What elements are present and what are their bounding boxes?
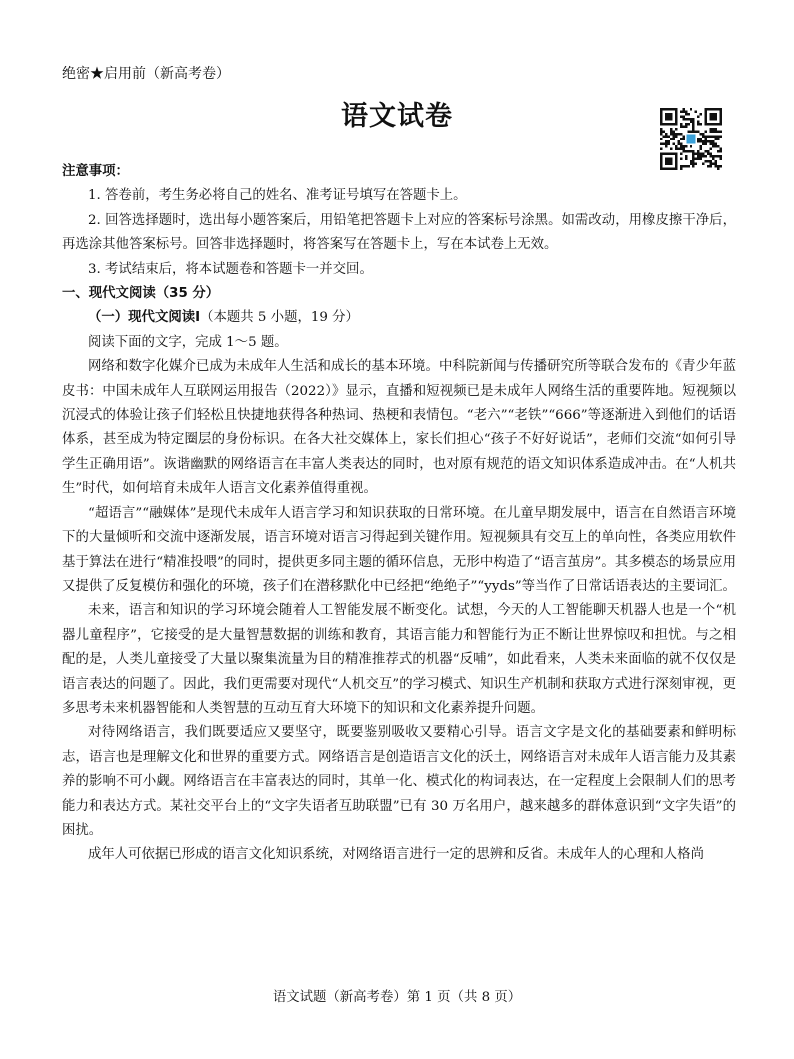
qr-module (712, 135, 714, 137)
notice-item: 1. 答卷前，考生务必将自己的姓名、准考证号填写在答题卡上。 (88, 188, 467, 204)
qr-module (690, 120, 692, 122)
qr-module (712, 145, 714, 147)
qr-module (687, 123, 689, 125)
qr-module (715, 138, 717, 140)
qr-module (665, 108, 667, 110)
qr-module (675, 110, 677, 112)
qr-module (682, 138, 684, 140)
qr-module (717, 155, 719, 157)
qr-module (712, 113, 714, 115)
qr-module (695, 130, 697, 132)
qr-module (705, 155, 707, 157)
qr-module (690, 150, 692, 152)
qr-module (682, 110, 684, 112)
qr-module (687, 130, 689, 132)
qr-module (712, 123, 714, 125)
qr-module (700, 113, 702, 115)
qr-module (720, 150, 722, 152)
qr-module (675, 145, 677, 147)
exam-body (62, 160, 736, 868)
sub-section-title: （一）现代文阅读Ⅰ (88, 310, 201, 326)
qr-module (712, 140, 714, 142)
qr-module (715, 113, 717, 115)
qr-module (675, 108, 677, 110)
qr-module (710, 135, 712, 137)
qr-module (667, 135, 669, 137)
qr-module (697, 150, 699, 152)
qr-module (712, 143, 714, 145)
qr-module (720, 123, 722, 125)
qr-module (705, 130, 707, 132)
qr-module (670, 115, 672, 117)
qr-module (660, 118, 662, 120)
qr-module (667, 108, 669, 110)
qr-module (712, 108, 714, 110)
qr-module (662, 108, 664, 110)
qr-module (685, 113, 687, 115)
qr-module (702, 155, 704, 157)
notice-item: 2. 回答选择题时，选出每小题答案后，用铅笔把答题卡上对应的答案标号涂黑。如需改动，用橡皮擦干净后，再选涂其他答案标号。回答非选择题时，将答案写在答题卡上，写在本试卷上无效。 (62, 212, 736, 253)
qr-module (717, 135, 719, 137)
qr-module (690, 145, 692, 147)
page-footer: 语文试题（新高考卷）第 1 页（共 8 页） (272, 990, 522, 1005)
qr-module (702, 135, 704, 137)
qr-module (672, 123, 674, 125)
qr-module (715, 128, 717, 130)
qr-module (715, 130, 717, 132)
qr-module (715, 115, 717, 117)
qr-module (710, 140, 712, 142)
qr-module (700, 140, 702, 142)
qr-module (692, 150, 694, 152)
qr-module (692, 130, 694, 132)
qr-module (665, 140, 667, 142)
qr-module (707, 108, 709, 110)
qr-module (672, 143, 674, 145)
qr-module (712, 115, 714, 117)
qr-module (670, 130, 672, 132)
sub-section-scoring: （本题共 5 小题，19 分） (200, 310, 359, 326)
qr-module (720, 148, 722, 150)
qr-module (705, 108, 707, 110)
qr-module (700, 133, 702, 135)
qr-module (665, 153, 667, 155)
qr-module (672, 108, 674, 110)
qr-module (685, 123, 687, 125)
qr-module (715, 123, 717, 125)
qr-module (710, 123, 712, 125)
notice-item: 3. 考试结束后，将本试题卷和答题卡一并交回。 (88, 261, 373, 277)
qr-module (675, 120, 677, 122)
qr-module (682, 115, 684, 117)
reading-instruction: 阅读下面的文字，完成 1～5 题。 (88, 334, 288, 350)
qr-module (712, 128, 714, 130)
qr-module (705, 140, 707, 142)
qr-module (715, 118, 717, 120)
qr-module (682, 135, 684, 137)
qr-module (690, 130, 692, 132)
qr-module (677, 140, 679, 142)
qr-module (685, 145, 687, 147)
qr-module (660, 133, 662, 135)
qr-module (680, 143, 682, 145)
page-title: 语文试卷 (341, 101, 453, 132)
qr-module (710, 153, 712, 155)
qr-module (710, 130, 712, 132)
qr-module (665, 123, 667, 125)
qr-module (717, 130, 719, 132)
qr-module (702, 140, 704, 142)
qr-module (705, 120, 707, 122)
qr-module (720, 113, 722, 115)
qr-module (685, 155, 687, 157)
qr-module (710, 143, 712, 145)
qr-module (707, 135, 709, 137)
qr-module (702, 133, 704, 135)
qr-module (677, 143, 679, 145)
passage-paragraph: 网络和数字化媒介已成为未成年人生活和成长的基本环境。中科院新闻与传播研究所等联合发布的《青少年蓝皮书：中国未成年人互联网运用报告（2022）》显示，直播和短视频已是未成年人网络生活的重要阵地。短视频以沉浸式的体验让孩子们轻松且快捷地获得各种热词、热梗和表情包。“老六”“老铁”“666”等逐渐进入到他们的话语体系，甚至成为特定圈层的身份标识。在各大社交媒体上，家长们担心“孩子不好好说话”，老师们交流“如何引导学生正确用语”。诙谐幽默的网络语言在丰富人类表达的同时，也对原有规范的语文知识体系造成冲击。在“人机共生”时代，如何培育未成年人语言文化素养值得重视。 (62, 359, 736, 497)
qr-module (660, 108, 662, 110)
qr-module (710, 118, 712, 120)
qr-module (662, 143, 664, 145)
qr-module (672, 130, 674, 132)
qr-module (697, 123, 699, 125)
qr-module (705, 123, 707, 125)
qr-module (660, 113, 662, 115)
qr-module (662, 135, 664, 137)
qr-module (662, 130, 664, 132)
qr-module (670, 153, 672, 155)
passage-paragraph: 未来，语言和知识的学习环境会随着人工智能发展不断变化。试想，今天的人工智能聊天机器人也是一个“机器儿童程序”，它接受的是大量智慧数据的训练和教育，其语言能力和智能行为正不断让世界惊叹和担忧。与之相配的是，人类儿童接受了大量以聚集流量为目的精准推荐式的机器“反哺”，如此看来，人类未来面临的就不仅仅是语言表达的问题了。因此，我们更需要对现代“人机交互”的学习模式、知识生产机制和获取方式进行深刻审视，更多思考未来机器智能和人类智慧的互动互育大环境下的知识和文化素养提升问题。 (62, 603, 736, 716)
qr-module (667, 140, 669, 142)
qr-module (682, 108, 684, 110)
qr-module (697, 140, 699, 142)
qr-module (710, 115, 712, 117)
qr-module (697, 153, 699, 155)
qr-module (670, 148, 672, 150)
qr-module (665, 143, 667, 145)
qr-module (665, 115, 667, 117)
qr-module (705, 113, 707, 115)
qr-module (692, 153, 694, 155)
qr-module (695, 153, 697, 155)
qr-module (677, 148, 679, 150)
qr-module (670, 138, 672, 140)
qr-module (720, 155, 722, 157)
qr-module (675, 155, 677, 157)
qr-module (692, 155, 694, 157)
qr-module (680, 145, 682, 147)
qr-module (705, 135, 707, 137)
qr-module (692, 118, 694, 120)
qr-module (720, 130, 722, 132)
qr-module (667, 113, 669, 115)
qr-module (675, 113, 677, 115)
qr-module (660, 123, 662, 125)
qr-module (670, 108, 672, 110)
qr-module (700, 145, 702, 147)
qr-module (677, 133, 679, 135)
qr-module (680, 125, 682, 127)
qr-module (682, 145, 684, 147)
qr-module (697, 115, 699, 117)
qr-module (710, 108, 712, 110)
qr-module (675, 135, 677, 137)
qr-module (705, 115, 707, 117)
qr-module (697, 120, 699, 122)
qr-module (720, 115, 722, 117)
qr-module (710, 155, 712, 157)
qr-module (697, 155, 699, 157)
qr-module (692, 128, 694, 130)
qr-module (685, 110, 687, 112)
qr-module (712, 118, 714, 120)
qr-module (660, 148, 662, 150)
passage-paragraph: “超语言”“融媒体”是现代未成年人语言学习和知识获取的日常环境。在儿童早期发展中，语言在自然语言环境下的大量倾听和交流中逐渐发展，语言环境对语言习得起到关键作用。短视频具有交互上的单向性，各类应用软件基于算法在进行“精准投喂”的同时，提供更多同主题的循环信息，无形中构造了“语言茧房”。其多模态的场景应用又提供了反复模仿和强化的环境，孩子们在潜移默化中已经把“绝绝子”“yyds”等当作了日常话语表达的主要词汇。 (62, 505, 736, 594)
qr-module (715, 155, 717, 157)
qr-module (680, 133, 682, 135)
qr-module (670, 133, 672, 135)
qr-module (717, 123, 719, 125)
qr-module (712, 155, 714, 157)
qr-module (685, 150, 687, 152)
qr-module (687, 118, 689, 120)
qr-module (720, 135, 722, 137)
qr-module (700, 123, 702, 125)
qr-module (720, 118, 722, 120)
qr-module (697, 138, 699, 140)
qr-module (660, 143, 662, 145)
qr-module (675, 118, 677, 120)
qr-module (707, 140, 709, 142)
passage-paragraph: 成年人可依据已形成的语言文化知识系统，对网络语言进行一定的思辨和反省。未成年人的心理和人格尚 (88, 847, 704, 863)
qr-module (697, 130, 699, 132)
qr-module (670, 128, 672, 130)
qr-module (707, 123, 709, 125)
qr-module (715, 135, 717, 137)
qr-module (672, 153, 674, 155)
qr-module (675, 133, 677, 135)
passage-paragraph: 对待网络语言，我们既要适应又要坚守，既要鉴别吸收又要精心引导。语言文字是文化的基础要素和鲜明标志，语言也是理解文化和世界的重要方式。网络语言是创造语言文化的沃土，网络语言对未成年人语言能力及其素养的影响不可小觑。网络语言在丰富表达的同时，其单一化、模式化的构词表达，在一定程度上会限制人们的思考能力和表达方式。某社交平台上的“文字失语者互助联盟”已有 30 万名用户，越来越多的群体意识到“文字失语”的困扰。 (62, 725, 736, 838)
qr-module (665, 113, 667, 115)
qr-module (660, 155, 662, 157)
qr-module (690, 118, 692, 120)
qr-module (665, 133, 667, 135)
qr-module (705, 143, 707, 145)
qr-module (720, 110, 722, 112)
qr-module (660, 115, 662, 117)
qr-module (667, 153, 669, 155)
qr-module (707, 153, 709, 155)
qr-module (717, 138, 719, 140)
qr-module (720, 108, 722, 110)
qr-module (667, 123, 669, 125)
qr-module (690, 108, 692, 110)
qr-module (670, 118, 672, 120)
qr-module (675, 128, 677, 130)
qr-module (680, 153, 682, 155)
qr-module (687, 150, 689, 152)
qr-module (667, 115, 669, 117)
qr-module (717, 150, 719, 152)
qr-module (702, 143, 704, 145)
qr-module (660, 138, 662, 140)
qr-module (660, 120, 662, 122)
qr-module (700, 148, 702, 150)
qr-module (685, 118, 687, 120)
qr-module (682, 118, 684, 120)
qr-module (680, 148, 682, 150)
qr-module (680, 110, 682, 112)
qr-module (702, 153, 704, 155)
qr-module (705, 150, 707, 152)
section-heading: 一、现代文阅读（35 分） (62, 286, 220, 302)
qr-module (700, 155, 702, 157)
qr-module (680, 123, 682, 125)
qr-module (712, 130, 714, 132)
qr-module (670, 113, 672, 115)
qr-module (660, 128, 662, 130)
qr-module (665, 118, 667, 120)
qr-logo (686, 134, 695, 143)
qr-module (665, 135, 667, 137)
qr-module (692, 125, 694, 127)
qr-module (675, 148, 677, 150)
qr-module (717, 108, 719, 110)
qr-module (672, 138, 674, 140)
qr-module (715, 143, 717, 145)
qr-module (682, 150, 684, 152)
qr-module (675, 115, 677, 117)
qr-module (692, 120, 694, 122)
qr-module (665, 145, 667, 147)
qr-module (707, 150, 709, 152)
qr-module (695, 110, 697, 112)
qr-module (672, 133, 674, 135)
sub-section-heading (62, 306, 736, 330)
qr-module (715, 108, 717, 110)
qr-module (662, 123, 664, 125)
qr-module (680, 115, 682, 117)
qr-module (660, 153, 662, 155)
notice-heading: 注意事项： (62, 164, 129, 179)
qr-module (670, 123, 672, 125)
qr-module (700, 138, 702, 140)
qr-module (717, 145, 719, 147)
qr-module (710, 113, 712, 115)
qr-module (685, 125, 687, 127)
qr-module (715, 145, 717, 147)
qr-module (705, 110, 707, 112)
qr-module (687, 113, 689, 115)
qr-module (692, 123, 694, 125)
qr-module (660, 110, 662, 112)
qr-module (667, 143, 669, 145)
qr-module (675, 153, 677, 155)
qr-module (660, 130, 662, 132)
qr-module (662, 153, 664, 155)
qr-module (710, 148, 712, 150)
qr-module (667, 118, 669, 120)
qr-module (682, 148, 684, 150)
qr-module (675, 123, 677, 125)
qr-module (672, 135, 674, 137)
qr-module (705, 138, 707, 140)
qr-module (710, 128, 712, 130)
qr-module (720, 120, 722, 122)
qr-module (700, 153, 702, 155)
qr-module (680, 138, 682, 140)
qr-module (705, 118, 707, 120)
qr-module (682, 125, 684, 127)
confidential-label: 绝密★启用前（新高考卷） (62, 66, 230, 82)
